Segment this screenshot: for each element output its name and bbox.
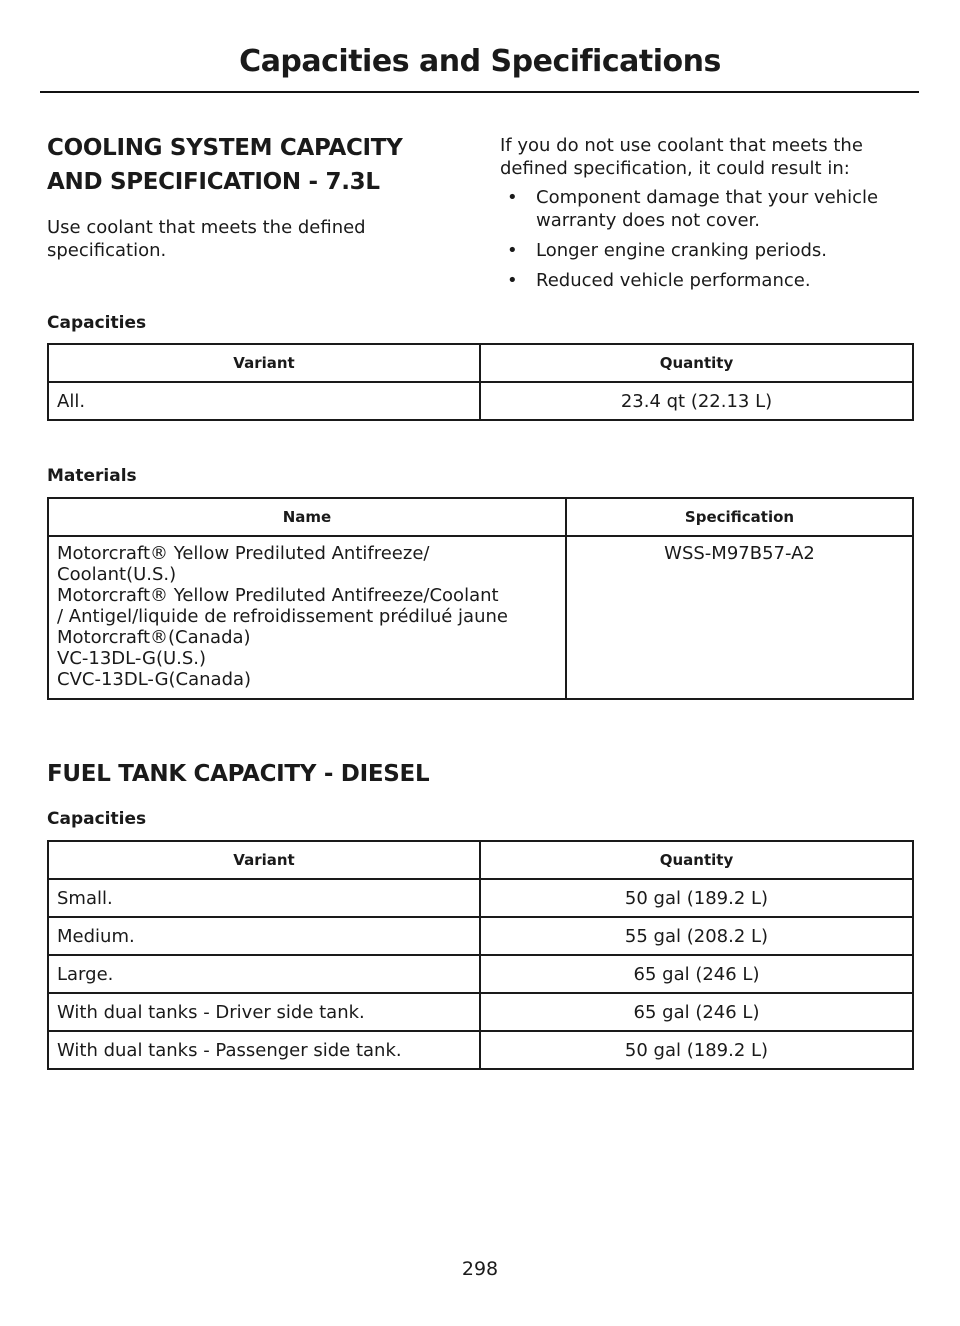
fuel-capacities-label: Capacities: [47, 809, 147, 829]
table-row: [48, 382, 913, 420]
header-divider: [40, 91, 919, 93]
cooling-heading: [47, 131, 403, 199]
warning-list: [500, 186, 920, 299]
variant-cell: With dual tanks - Passenger side tank.: [48, 1031, 480, 1069]
bullet-icon: •: [507, 270, 518, 291]
variant-cell: Small.: [48, 879, 480, 917]
cooling-intro: Use coolant that meets the defined specification.: [47, 217, 366, 261]
table-header-row: [48, 344, 913, 382]
column-header-quantity: Quantity: [480, 841, 913, 879]
table-header-row: [48, 841, 913, 879]
quantity-cell: 50 gal (189.2 L): [480, 879, 913, 917]
page-number: 298: [461, 1258, 499, 1280]
fuel-capacities-table: [47, 840, 914, 1070]
quantity-cell: 23.4 qt (22.13 L): [480, 382, 913, 420]
warning-list-item: • Reduced vehicle performance.: [507, 270, 811, 291]
bullet-icon: •: [507, 240, 518, 261]
variant-cell: Medium.: [48, 917, 480, 955]
material-name-cell: Motorcraft® Yellow Prediluted Antifreeze/ Coolant(U.S.) Motorcraft® Yellow Prediluted Antifreeze/Coolant / Antigel/liquide de refroidissement prédilué jaune Motorcraft®(Canada) VC-13DL-G(U.S.) CVC-13DL-G(Canada): [48, 536, 566, 699]
cooling-warning-intro: If you do not use coolant that meets the defined specification, it could result in:: [500, 135, 863, 179]
page-title: Capacities and Specifications: [239, 44, 721, 79]
warning-list-item: • Component damage that your vehicle warranty does not cover.: [507, 187, 879, 231]
table-row: [48, 1031, 913, 1069]
warning-list-item: • Longer engine cranking periods.: [507, 240, 828, 261]
fuel-heading: FUEL TANK CAPACITY - DIESEL: [47, 761, 430, 787]
cooling-materials-table: [47, 497, 914, 700]
cooling-capacities-label: Capacities: [47, 313, 147, 333]
table-row: [48, 917, 913, 955]
column-header-specification: Specification: [566, 498, 913, 536]
bullet-icon: •: [507, 187, 518, 208]
quantity-cell: 65 gal (246 L): [480, 955, 913, 993]
cooling-materials-label: Materials: [47, 466, 137, 486]
cooling-heading-line2: AND SPECIFICATION - 7.3L: [47, 169, 380, 195]
table-row: [48, 993, 913, 1031]
variant-cell: Large.: [48, 955, 480, 993]
table-header-row: [48, 498, 913, 536]
table-row: [48, 955, 913, 993]
cooling-capacities-table: [47, 343, 914, 421]
variant-cell: All.: [48, 382, 480, 420]
column-header-variant: Variant: [48, 841, 480, 879]
column-header-variant: Variant: [48, 344, 480, 382]
quantity-cell: 55 gal (208.2 L): [480, 917, 913, 955]
table-row: [48, 879, 913, 917]
table-row: [48, 536, 913, 699]
cooling-heading-line1: COOLING SYSTEM CAPACITY: [47, 135, 403, 161]
material-specification-cell: WSS-M97B57-A2: [566, 536, 913, 699]
variant-cell: With dual tanks - Driver side tank.: [48, 993, 480, 1031]
quantity-cell: 65 gal (246 L): [480, 993, 913, 1031]
column-header-quantity: Quantity: [480, 344, 913, 382]
column-header-name: Name: [48, 498, 566, 536]
quantity-cell: 50 gal (189.2 L): [480, 1031, 913, 1069]
